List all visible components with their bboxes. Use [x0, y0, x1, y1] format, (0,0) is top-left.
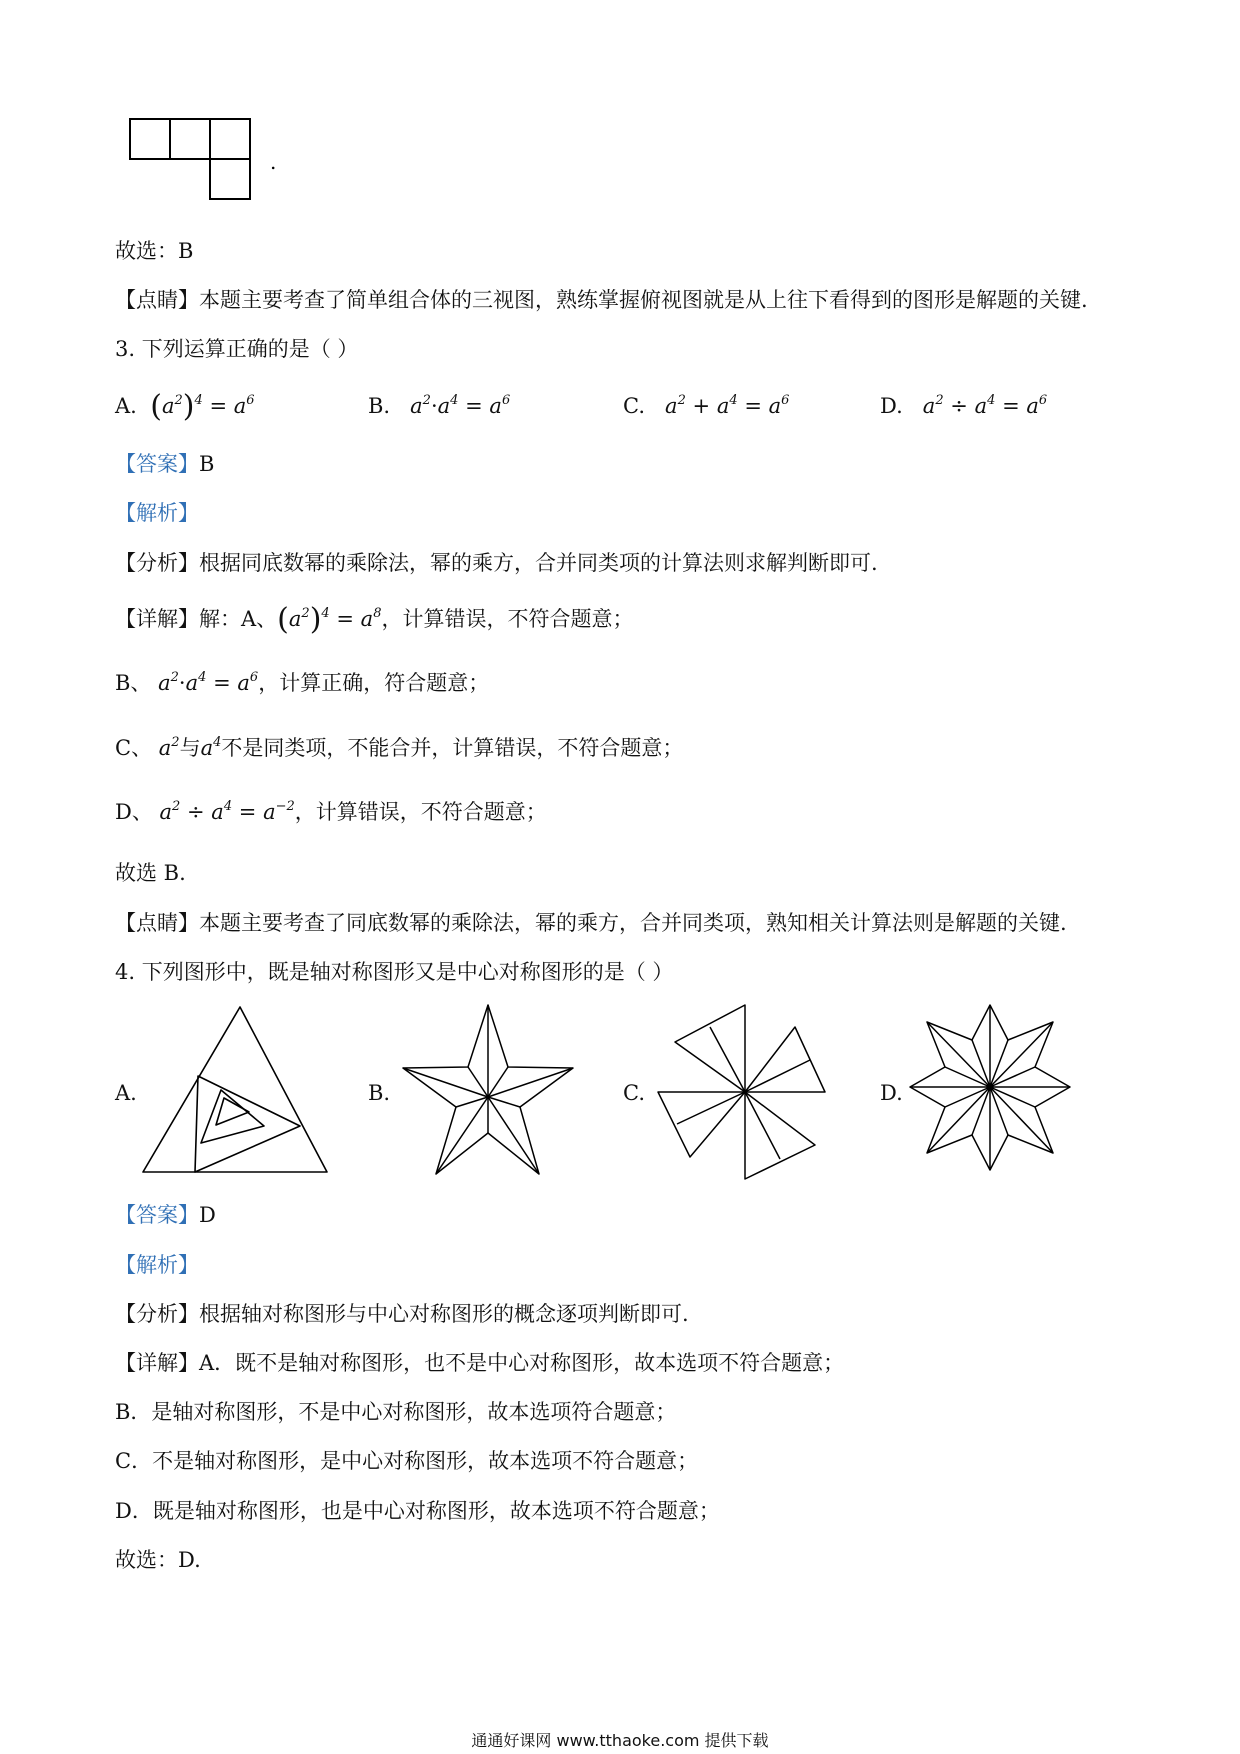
q3-detail-a: [115, 604, 633, 635]
q3-answer-tag: 【答案】: [115, 452, 199, 476]
q3-option-d-letter: D.: [880, 394, 903, 418]
figure-dot: .: [270, 150, 277, 174]
q3-option-c-letter: C.: [623, 394, 645, 418]
q3-option-d: [880, 389, 1047, 423]
q3-option-c: [623, 389, 789, 423]
q3-detail-d-tail: ，计算错误，不符合题意；: [294, 800, 547, 824]
q3-detail-a-tail: ，计算错误，不符合题意；: [381, 607, 634, 631]
q3-option-c-formula: $a^2 + a^4 = a^6$: [651, 393, 790, 418]
q3-detail-d-formula: $a^2 \div a^4 = a^{-2}$: [152, 799, 295, 824]
q3-option-b: [368, 389, 510, 423]
q3-option-b-formula: $a^2\cdot a^4 = a^6$: [396, 393, 511, 418]
q4-detail-c: C．不是轴对称图形，是中心对称图形，故本选项不符合题意；: [115, 1449, 699, 1473]
q3-detail-c-prefix: C、: [115, 736, 153, 760]
q4-answer-value: D: [199, 1203, 216, 1227]
q3-detail-d: [115, 797, 547, 827]
q3-option-a: [115, 389, 255, 424]
figure-c-pinwheel: [655, 1002, 835, 1182]
q3-answer-value: B: [199, 452, 215, 476]
q2-point-tag: 【点睛】: [115, 288, 199, 312]
q3-answer: [115, 449, 214, 479]
q2-point-text: 本题主要考查了简单组合体的三视图，熟练掌握俯视图就是从上往下看得到的图形是解题的关键.: [199, 288, 1088, 312]
q4-choice: 故选：D.: [115, 1548, 201, 1572]
q3-option-a-formula: $(a^2)^4 = a^6$: [150, 389, 255, 424]
q3-detail-b-formula: $a^2\cdot a^4 = a^6$: [151, 670, 259, 695]
q3-detail-c-tail: 不是同类项，不能合并，计算错误，不符合题意；: [221, 736, 684, 760]
q3-detail-c-mid: 与: [179, 736, 201, 760]
figure-d-eight-point-star: [905, 1002, 1075, 1174]
q4-detail-b: B．是轴对称图形，不是中心对称图形，故本选项符合题意；: [115, 1400, 677, 1424]
q4-analysis-tag: 【解析】: [115, 1253, 199, 1277]
q3-detail-c-term2: $a^4$: [200, 735, 222, 760]
q4-option-a-letter: A.: [115, 1081, 137, 1105]
q3-option-b-letter: B.: [368, 394, 391, 418]
q3-detail-c-term1: $a^2$: [152, 735, 180, 760]
q4-stem: 4. 下列图形中，既是轴对称图形又是中心对称图形的是（ ）: [115, 960, 674, 984]
q3-detail-c: [115, 733, 683, 763]
q2-point: [115, 285, 1088, 315]
q3-detail-b-tail: ，计算正确，符合题意；: [258, 671, 490, 695]
q3-fenxi-text: 根据同底数幂的乘除法，幂的乘方，合并同类项的计算法则求解判断即可.: [199, 551, 878, 575]
q4-detail-d: D．既是轴对称图形，也是中心对称图形，故本选项不符合题意；: [115, 1499, 720, 1523]
top-view-figure: [125, 115, 285, 207]
q2-choice: 故选：B: [115, 239, 194, 263]
q3-detail-prefix: 解：A、: [199, 607, 278, 631]
q4-answer-tag: 【答案】: [115, 1203, 199, 1227]
q3-option-d-formula: $a^2 \div a^4 = a^6$: [909, 393, 1048, 418]
q4-fenxi: [115, 1299, 689, 1329]
q3-option-a-letter: A.: [115, 394, 137, 418]
q4-option-b-letter: B.: [368, 1081, 391, 1105]
q4-fenxi-tag: 【分析】: [115, 1302, 199, 1326]
q3-detail-a-formula: $(a^2)^4 = a^8$: [277, 602, 382, 637]
q3-analysis-tag: 【解析】: [115, 501, 199, 525]
q3-point-text: 本题主要考查了同底数幂的乘除法，幂的乘方，合并同类项，熟知相关计算法则是解题的关键.: [199, 911, 1067, 935]
q3-point-tag: 【点睛】: [115, 911, 199, 935]
q4-detail-a-text: A．既不是轴对称图形，也不是中心对称图形，故本选项不符合题意；: [199, 1351, 845, 1375]
q4-detail-tag: 【详解】: [115, 1351, 199, 1375]
q3-detail-tag: 【详解】: [115, 607, 199, 631]
q3-fenxi: [115, 548, 878, 578]
footer-watermark: 通通好课网 www.tthaoke.com 提供下载: [471, 1731, 769, 1750]
q4-answer: [115, 1200, 216, 1230]
q3-point: [115, 908, 1067, 938]
q3-detail-d-prefix: D、: [115, 800, 153, 824]
q3-fenxi-tag: 【分析】: [115, 551, 199, 575]
q3-detail-b: [115, 668, 489, 698]
figure-b-star: [398, 1002, 578, 1180]
figure-a-nested-triangles: [140, 1005, 340, 1180]
q4-detail-a: [115, 1348, 844, 1378]
q3-choice: 故选 B.: [115, 861, 186, 885]
q3-detail-b-prefix: B、: [115, 671, 152, 695]
q4-option-c-letter: C.: [623, 1081, 645, 1105]
q4-option-d-letter: D.: [880, 1081, 903, 1105]
q3-stem: 3. 下列运算正确的是（ ）: [115, 337, 359, 361]
q4-fenxi-text: 根据轴对称图形与中心对称图形的概念逐项判断即可.: [199, 1302, 689, 1326]
